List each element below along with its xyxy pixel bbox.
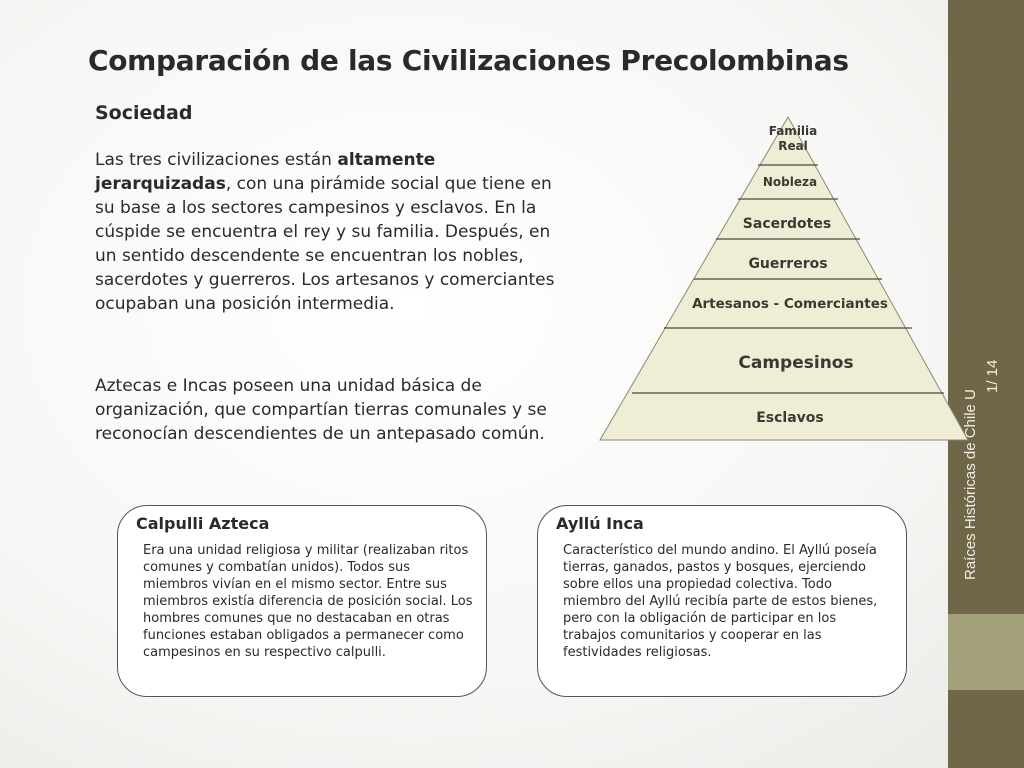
ayllu-card [537,505,907,697]
pyramid-level-royal-family-line2: Real [778,139,808,153]
slide-title: Comparación de las Civilizaciones Precolombinas [88,44,849,77]
organization-paragraph: Aztecas e Incas poseen una unidad básica de organización, que compartían tierras comunales y se reconocían descendientes de un antepasado común. [95,376,547,444]
pyramid-level-nobility: Nobleza [762,175,818,189]
paragraph-emphasis: altamente jerarquizadas [95,150,436,194]
calpulli-card [117,505,487,697]
society-paragraph [95,148,565,316]
pyramid-level-artisans-merchants: Artesanos - Comerciantes [692,296,888,312]
pyramid-level-priests: Sacerdotes [742,216,832,232]
sidebar-accent-block [948,614,1024,690]
ayllu-card-title: Ayllú Inca [556,514,644,533]
page-number: 1/ 14 [984,359,1001,393]
section-subtitle: Sociedad [95,102,193,124]
pyramid-level-peasants: Campesinos [738,353,854,373]
paragraph-text-start: Las tres civilizaciones están [95,150,338,170]
calpulli-card-text: Era una unidad religiosa y militar (realizaban ritos comunes y combatían unidos). Todos sus miembros vivían en el mismo sector. Entre sus miembros existía diferencia de posición social. Los hombres comunes que no destacaban en otras funciones estaban obligados a permanecer como campesinos en su respectivo calpulli. [143,543,473,660]
calpulli-card-title: Calpulli Azteca [136,514,270,533]
social-pyramid [598,115,970,445]
pyramid-level-royal-family: Familia [768,124,818,138]
ayllu-card-text: Característico del mundo andino. El Ayllú poseía tierras, ganados, pastos y bosques, ejerciendo sobre ellos una propiedad colectiva. Todo miembro del Ayllú recibía parte de estos bienes, pero con la obligación de participar en los trabajos comunitarios y cooperar en las festividades religiosas. [563,543,878,660]
pyramid-level-slaves: Esclavos [756,410,824,426]
sidebar-vertical-title: Raíces Históricas de Chile U [962,389,979,580]
pyramid-level-warriors: Guerreros [748,256,828,272]
paragraph-text-end: , con una pirámide social que tiene en su base a los sectores campesinos y esclavos. En la cúspide se encuentra el rey y su familia. Después, en un sentido descendente se encuentran los nobles, sacerdotes y guerreros. Los artesanos y comerciantes ocupaban una posición intermedia. [95,174,555,314]
